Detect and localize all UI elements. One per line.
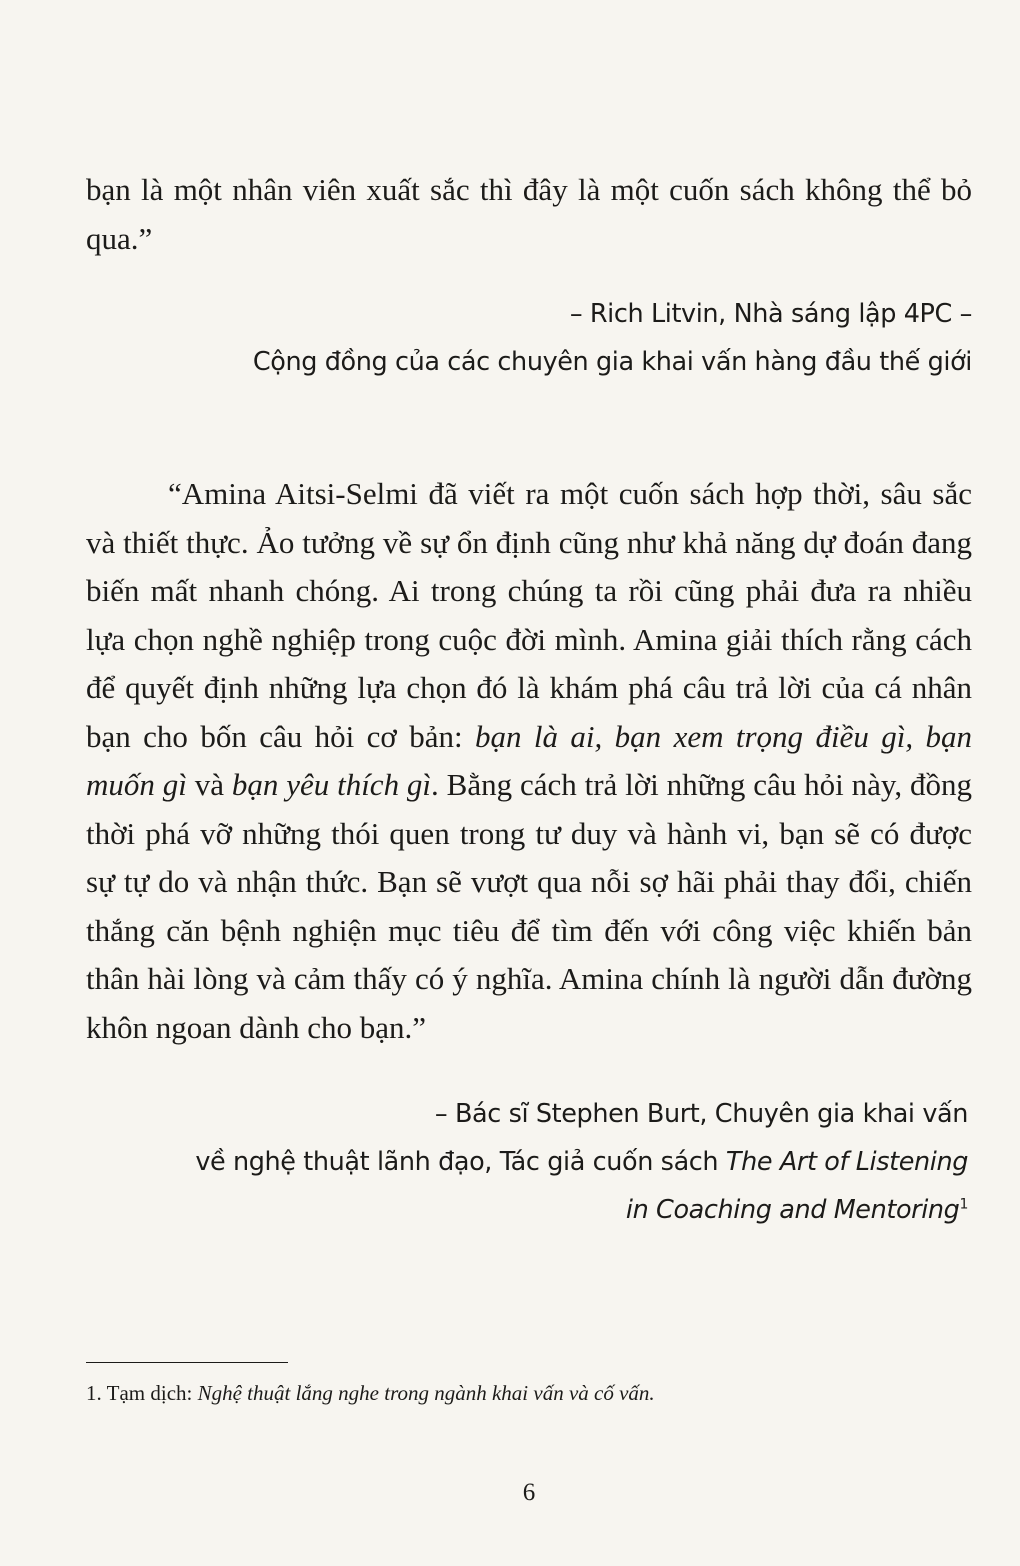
book-page (86, 0, 972, 1566)
page-number: 6 (522, 1479, 536, 1506)
book-title-part-1: The Art of Listening (725, 1147, 968, 1177)
attribution-role-prefix: về nghệ thuật lãnh đạo, Tác giả cuốn sách (195, 1147, 726, 1177)
book-title-part-2: in Coaching and Mentoring (625, 1195, 960, 1225)
quote-continuation: bạn là một nhân viên xuất sắc thì đây là một cuốn sách không thể bỏ qua.” (86, 172, 972, 256)
quote-two-attribution (82, 1090, 968, 1234)
footnote (86, 1378, 972, 1408)
footnote-divider (86, 1362, 288, 1363)
attribution-description-line: Cộng đồng của các chuyên gia khai vấn hàng đầu thế giới (252, 347, 972, 377)
footnote-translation: Nghệ thuật lắng nghe trong ngành khai vấn và cố vấn. (197, 1381, 655, 1405)
quote-one-attribution (86, 290, 972, 386)
quote-segment-2: và (186, 767, 232, 802)
footnote-marker: 1 (959, 1196, 968, 1213)
attribution-author-line: – Rich Litvin, Nhà sáng lập 4PC – (569, 299, 972, 329)
attribution-book-title-line (82, 1186, 968, 1234)
attribution-author-line: – Bác sĩ Stephen Burt, Chuyên gia khai vấn (434, 1099, 968, 1129)
attribution-role-line (82, 1138, 968, 1186)
endorsement-quote (86, 470, 972, 1052)
quote-segment-1-italic: bạn là ai, bạn xem trọng điều gì, bạn muốn gì (86, 718, 972, 802)
quote-segment-3-italic: bạn yêu thích gì (231, 767, 432, 802)
quote-segment-0: “Amina Aitsi-Selmi đã viết ra một cuốn sách hợp thời, sâu sắc và thiết thực. Ảo tưởng về sự ổn định cũng như khả năng dự đoán đang biến mất nhanh chóng. Ai trong chúng ta rồi cũng phải đưa ra nhiều lựa chọn nghề nghiệp trong cuộc đời mình. Amina giải thích rằng cách để quyết định những lựa chọn đó là khám phá câu trả lời của cá nhân bạn cho bốn câu hỏi cơ bản: (86, 476, 972, 754)
footnote-prefix: 1. Tạm dịch: (86, 1381, 198, 1405)
quote-segment-4: . Bằng cách trả lời những câu hỏi này, đồng thời phá vỡ những thói quen trong tư duy và hành vi, bạn sẽ có được sự tự do và nhận thức. Bạn sẽ vượt qua nỗi sợ hãi phải thay đổi, chiến thắng căn bệnh nghiện mục tiêu để tìm đến với công việc khiến bản thân hài lòng và cảm thấy có ý nghĩa. Amina chính là người dẫn đường khôn ngoan dành cho bạn.” (86, 767, 972, 1045)
